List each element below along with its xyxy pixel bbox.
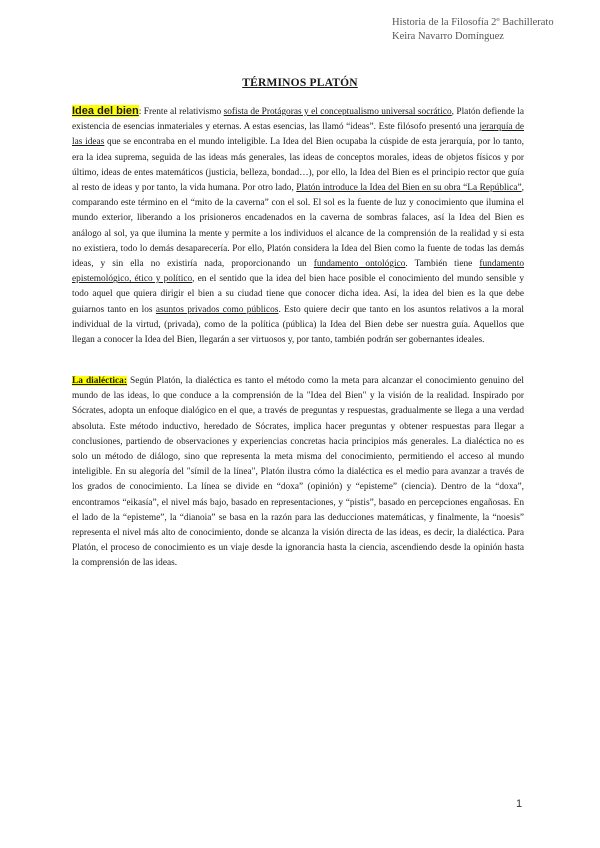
- text-run: . Esto quiere decir que tanto en los asuntos relativos a la moral individual de la virtud, (privada), como de la política (pública) la Idea del Bien debe ser nuestra guía. Aquellos que llegan a conocer la Idea del Bien, llegarán a ser virtuosos y, por tanto, también podrán ser gobernantes ideales.: [72, 304, 525, 346]
- underlined-phrase: fundamento ontológico: [313, 259, 406, 270]
- section-idea-del-bien: [72, 104, 524, 348]
- text-run: , Platón defiende la existencia de esencias inmateriales y eternas. A estas esencias, las llamó “ideas”. Este filósofo presentó una: [72, 107, 524, 133]
- document-header: [392, 16, 592, 44]
- term-heading: La dialéctica:: [72, 376, 127, 386]
- text-run: , comparando este término en el “mito de la caverna” con el sol. El sol es la fuente de luz y conocimiento que ilumina el mundo exterior, liberando a los prisioneros encadenados en la caverna de sombras falaces, así la Idea del Bien es análogo al sol, ya que ilumina la mente y permite a los individuos el alcance de la comprensión de la realidad y si esta no existiera, todo lo demás desaparecería. Por ello, Platón considera la Idea del Bien como la fuente de todas las demás ideas, y sin ella no existiría nada, proporcionando un: [72, 183, 524, 270]
- underlined-phrase: asuntos privados como públicos: [155, 304, 279, 315]
- underlined-phrase: jerarquía de las ideas: [72, 122, 525, 148]
- section-dialectica: [72, 374, 524, 572]
- text-run: que se encontraba en el mundo inteligible. La Idea del Bien ocupaba la cúspide de esta jerarquía, por lo tanto, era la idea suprema, seguida de las ideas más generales, las ideas de conceptos morales, ideas de objetos físicos y por último, ideas de entes matemáticos (justicia, belleza, bondad…), por ello, la Idea del Bien es el principio rector que guía al resto de ideas y por tanto, la vida humana. Por otro lado,: [72, 137, 524, 194]
- text-run: . También tiene: [405, 259, 480, 270]
- term-heading: Idea del bien: [72, 105, 139, 117]
- text-run: , en el sentido que la idea del bien hace posible el conocimiento del mundo sensible y todo aquel que quiera dirigir el bien a su ciudad tiene que conocer dicha idea. Así, la idea del bien es la que debe guiarnos tanto en los: [72, 274, 525, 315]
- header-course: Historia de la Filosofía 2º Bachillerato: [392, 17, 554, 28]
- underlined-phrase: sofista de Protágoras y el conceptualismo universal socrático: [223, 107, 452, 117]
- page-title: TÉRMINOS PLATÓN: [242, 77, 358, 89]
- underlined-phrase: fundamento epistemológico, ético y político: [72, 259, 524, 285]
- page-number: 1: [516, 798, 523, 810]
- text-run: : Frente al relativismo: [138, 107, 224, 117]
- text-run: Según Platón, la dialéctica es tanto el método como la meta para alcanzar el conocimiento genuino del mundo de las ideas, lo que conduce a la comprensión de la "Idea del Bien" y la visión de la realidad. Inspirado por Sócrates, adopta un enfoque dialógico en el que, a través de preguntas y respuestas, gradualmente se llega a una verdad absoluta. Este método inductivo, heredado de Sócrates, implica hacer preguntas y obtener respuestas para llegar a conclusiones, partiendo de observaciones y experiencias concretas hacia principios más generales. La dialéctica no es solo un método de diálogo, sino que representa la meta misma del conocimiento, permitiendo el acceso al mundo inteligible. En su alegoría del "símil de la línea", Platón ilustra cómo la dialéctica es el medio para avanzar a través de los grados de conocimiento. La línea se divide en “doxa” (opinión) y “episteme” (ciencia). Dentro de la “doxa”, encontramos “eikasía”, el nivel más bajo, basado en representaciones, y “pistis”, basado en percepciones engañosas. En el lado de la “episteme”, la “dianoia” se basa en la razón para las deducciones matemáticas, y finalmente, la “noesis” representa el nivel más alto de conocimiento, donde se alcanza la visión directa de las ideas, es decir, la dialéctica. Para Platón, el proceso de conocimiento es un viaje desde la ignorancia hasta la ciencia, ascendiendo desde la opinión hasta la comprensión de las ideas.: [72, 376, 525, 569]
- underlined-phrase: Platón introduce la Idea del Bien en su obra “La República”: [296, 183, 522, 194]
- header-author: Keira Navarro Domínguez: [392, 31, 504, 42]
